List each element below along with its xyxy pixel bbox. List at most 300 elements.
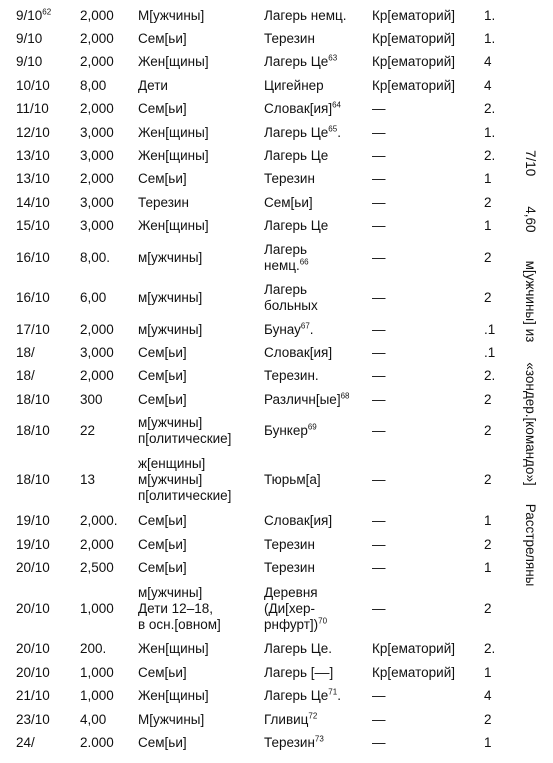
group-cell [138, 341, 264, 364]
place-cell [264, 215, 372, 238]
date-text: 18/10 [16, 391, 50, 407]
group-cell [138, 278, 264, 318]
place-line: Лагерь [264, 281, 308, 297]
place-cell [264, 74, 372, 97]
count-cell: 2,500 [80, 559, 114, 575]
place-line-wrap [264, 258, 372, 274]
group-cell [138, 661, 264, 684]
code-cell: 4 [484, 77, 492, 93]
code-cell: 1 [484, 218, 492, 234]
place-line-wrap [264, 195, 372, 211]
count-cell: 1,000 [80, 600, 114, 616]
side-note-part: м[ужчины] из [523, 260, 538, 343]
place-line: Лагерь немц. [264, 7, 347, 23]
date-cell [16, 580, 80, 638]
place-line-wrap [264, 31, 372, 47]
place-line-wrap [264, 601, 372, 617]
count-cell: 300 [80, 391, 103, 407]
code-cell: 2 [484, 472, 492, 488]
footnote-marker: 66 [299, 257, 309, 267]
group-line: Жен[щины] [138, 54, 209, 70]
place-trailing-mark: . [337, 688, 341, 704]
date-cell [16, 51, 80, 74]
place-cell [264, 98, 372, 121]
group-line: Терезин [138, 194, 189, 210]
group-line: м[ужчины] [138, 415, 203, 431]
place-cell [264, 411, 372, 451]
fate-cell: — [372, 600, 386, 616]
date-cell [16, 411, 80, 451]
date-text: 20/10 [16, 559, 50, 575]
table-row [16, 278, 506, 318]
fate-cell: — [372, 368, 386, 384]
date-cell [16, 661, 80, 684]
group-cell [138, 638, 264, 661]
place-line: Терезин. [264, 368, 319, 384]
group-cell [138, 168, 264, 191]
place-line-wrap [264, 392, 372, 408]
date-text: 14/10 [16, 194, 50, 210]
count-cell: 3,000 [80, 124, 114, 140]
footnote-marker: 72 [308, 711, 318, 720]
fate-cell: — [372, 249, 386, 265]
group-line: Сем[ьи] [138, 101, 187, 117]
count-cell: 8,00. [80, 249, 111, 265]
place-line-wrap [264, 641, 372, 657]
table-row [16, 341, 506, 364]
table-row [16, 121, 506, 144]
date-text: 16/10 [16, 289, 50, 305]
date-cell [16, 509, 80, 532]
fate-cell: Кр[ематорий] [372, 641, 456, 657]
date-text: 11/10 [16, 101, 49, 117]
place-line: Лагерь Це [264, 54, 329, 70]
fate-cell: — [372, 391, 386, 407]
count-cell: 8,00 [80, 77, 107, 93]
table-row [16, 638, 506, 661]
place-line: Словак[ия] [264, 344, 333, 360]
footnote-marker: 62 [42, 7, 52, 17]
group-cell [138, 121, 264, 144]
group-cell [138, 215, 264, 238]
date-text: 9/10 [16, 54, 43, 70]
place-cell [264, 638, 372, 661]
place-cell [264, 684, 372, 707]
table-row [16, 451, 506, 509]
date-text: 16/10 [16, 249, 50, 265]
place-line-wrap [264, 423, 372, 439]
date-text: 10/10 [16, 77, 50, 93]
fate-cell: — [372, 101, 386, 117]
code-cell: 2. [484, 101, 496, 117]
table-row [16, 509, 506, 532]
place-line: Терезин [264, 734, 315, 750]
date-text: 13/10 [16, 171, 50, 187]
place-line: Терезин [264, 559, 315, 575]
count-cell: 2,000 [80, 101, 114, 117]
date-cell [16, 191, 80, 214]
count-cell: 22 [80, 423, 96, 439]
side-note-part: Расстреляны [523, 503, 538, 587]
group-line: Сем[ьи] [138, 664, 187, 680]
date-text: 24/ [16, 734, 35, 750]
group-line: ж[енщины] [138, 456, 206, 472]
group-cell [138, 365, 264, 388]
date-cell [16, 74, 80, 97]
footnote-marker: 65 [328, 124, 338, 134]
place-line: Лагерь Це [264, 124, 329, 140]
date-cell [16, 556, 80, 579]
place-line-wrap [264, 101, 372, 117]
table-row [16, 365, 506, 388]
count-cell: 3,000 [80, 148, 114, 164]
date-text: 20/10 [16, 600, 50, 616]
place-line: Цигейнер [264, 77, 324, 93]
date-cell [16, 318, 80, 341]
date-cell [16, 731, 80, 754]
place-line-wrap [264, 171, 372, 187]
footnote-marker: 64 [332, 100, 341, 110]
fate-cell: — [372, 734, 386, 750]
place-line-wrap [264, 54, 372, 70]
place-cell [264, 533, 372, 556]
date-text: 19/10 [16, 536, 50, 552]
date-text: 18/10 [16, 423, 50, 439]
group-line: м[ужчины] [138, 321, 203, 337]
place-cell [264, 365, 372, 388]
group-line: в осн.[овном] [138, 616, 221, 632]
group-cell [138, 708, 264, 731]
fate-cell: Кр[ематорий] [372, 664, 456, 680]
side-note [514, 150, 544, 610]
side-note-part: 7/10 [523, 150, 538, 177]
group-line: М[ужчины] [138, 7, 205, 23]
count-cell: 2.000 [80, 734, 114, 750]
table-row [16, 318, 506, 341]
fate-cell: — [372, 171, 386, 187]
code-cell: 4 [484, 688, 492, 704]
footnote-marker: 71 [328, 687, 338, 697]
place-line-wrap [264, 282, 372, 298]
place-cell [264, 661, 372, 684]
group-cell [138, 451, 264, 509]
place-line: Словак[ия] [264, 513, 333, 529]
place-trailing-mark: . [309, 321, 314, 337]
count-cell: 13 [80, 472, 96, 488]
count-cell: 2,000 [80, 54, 114, 70]
group-line: Сем[ьи] [138, 368, 187, 384]
place-line: Терезин [264, 536, 315, 552]
group-line: Сем[ьи] [138, 559, 187, 575]
group-line: Сем[ьи] [138, 171, 187, 187]
group-cell [138, 27, 264, 50]
group-line: Жен[щины] [138, 641, 209, 657]
place-line: Деревня [264, 584, 318, 600]
place-line-wrap [264, 298, 372, 314]
date-text: 19/10 [16, 513, 50, 529]
group-line: м[ужчины] [138, 289, 203, 305]
fate-cell: — [372, 536, 386, 552]
group-line: Сем[ьи] [138, 513, 187, 529]
date-text: 18/ [16, 368, 35, 384]
table-row [16, 191, 506, 214]
date-cell [16, 365, 80, 388]
code-cell: 2 [484, 289, 492, 305]
place-cell [264, 580, 372, 638]
fate-cell: Кр[ематорий] [372, 54, 456, 70]
group-line: Дети 12–18, [138, 600, 213, 616]
code-cell: 1 [484, 664, 492, 680]
group-cell [138, 191, 264, 214]
fate-cell: — [372, 148, 386, 164]
date-cell [16, 451, 80, 509]
code-cell: 2. [484, 148, 496, 164]
fate-cell: — [372, 711, 386, 727]
fate-cell: — [372, 513, 386, 529]
table-row [16, 144, 506, 167]
place-line-wrap [264, 345, 372, 361]
date-text: 9/10 [16, 31, 43, 47]
table-row [16, 731, 506, 754]
date-text: 23/10 [16, 711, 50, 727]
table-row [16, 580, 506, 638]
group-line: М[ужчины] [138, 711, 205, 727]
place-line: Тюрьм[а] [264, 472, 321, 488]
place-cell [264, 556, 372, 579]
date-text: 20/10 [16, 641, 50, 657]
side-note-part: 4,60 [523, 206, 538, 233]
group-cell [138, 533, 264, 556]
place-line-wrap [264, 148, 372, 164]
date-text: 12/10 [16, 124, 50, 140]
place-line-wrap [264, 8, 372, 24]
count-cell: 4,00 [80, 711, 107, 727]
place-cell [264, 278, 372, 318]
date-text: 13/10 [16, 148, 50, 164]
ledger-body [16, 4, 506, 755]
group-line: Сем[ьи] [138, 31, 187, 47]
place-line-wrap [264, 472, 372, 488]
place-cell [264, 451, 372, 509]
place-cell [264, 388, 372, 411]
date-text: 18/ [16, 344, 35, 360]
code-cell: 2 [484, 600, 492, 616]
code-cell: 1 [484, 171, 492, 187]
place-cell [264, 238, 372, 278]
place-cell [264, 51, 372, 74]
table-row [16, 215, 506, 238]
code-cell: .1 [484, 321, 496, 337]
code-cell: 2. [484, 368, 496, 384]
date-cell [16, 638, 80, 661]
place-line: Лагерь Це. [264, 641, 333, 657]
group-line: Сем[ьи] [138, 391, 187, 407]
fate-cell: — [372, 344, 386, 360]
place-cell [264, 341, 372, 364]
code-cell: 2 [484, 249, 492, 265]
place-cell [264, 708, 372, 731]
count-cell: 2,000 [80, 31, 114, 47]
footnote-marker: 67 [300, 321, 310, 331]
fate-cell: Кр[ематорий] [372, 7, 456, 23]
group-line: Жен[щины] [138, 218, 209, 234]
code-cell: 1 [484, 513, 492, 529]
date-cell [16, 4, 80, 27]
place-line: Сем[ьи] [264, 194, 313, 210]
place-line-wrap [264, 322, 372, 338]
footnote-marker: 63 [328, 53, 338, 63]
place-line: Бункер [264, 423, 308, 439]
group-cell [138, 74, 264, 97]
table-row [16, 708, 506, 731]
table-row [16, 51, 506, 74]
date-text: 18/10 [16, 472, 50, 488]
place-cell [264, 27, 372, 50]
code-cell: 2. [484, 641, 496, 657]
count-cell: 1,000 [80, 664, 114, 680]
table-row [16, 411, 506, 451]
place-line: Лагерь [264, 241, 308, 257]
count-cell: 2,000 [80, 171, 114, 187]
place-line: больных [264, 297, 318, 313]
fate-cell: — [372, 124, 386, 140]
group-line: Жен[щины] [138, 148, 209, 164]
count-cell: 3,000 [80, 194, 114, 210]
count-cell: 2,000 [80, 321, 114, 337]
date-cell [16, 27, 80, 50]
table-row [16, 98, 506, 121]
date-text: 17/10 [16, 321, 50, 337]
code-cell: 4 [484, 54, 492, 70]
group-cell [138, 4, 264, 27]
code-cell: .1 [484, 344, 496, 360]
fate-cell: Кр[ематорий] [372, 31, 456, 47]
place-cell [264, 191, 372, 214]
group-line: Сем[ьи] [138, 344, 187, 360]
fate-cell: — [372, 472, 386, 488]
count-cell: 2,000. [80, 513, 118, 529]
group-cell [138, 509, 264, 532]
place-trailing-mark: . [337, 124, 341, 140]
place-line-wrap [264, 688, 372, 704]
place-line: Лагерь [––] [264, 664, 334, 680]
footnote-marker: 69 [307, 422, 317, 432]
fate-cell: — [372, 289, 386, 305]
group-cell [138, 556, 264, 579]
place-line-wrap [264, 665, 372, 681]
place-line: Различн[ые] [264, 391, 341, 407]
place-cell [264, 4, 372, 27]
group-cell [138, 731, 264, 754]
group-line: м[ужчины] [138, 584, 203, 600]
group-cell [138, 144, 264, 167]
date-text: 20/10 [16, 664, 50, 680]
group-line: м[ужчины] [138, 472, 203, 488]
table-row [16, 168, 506, 191]
code-cell: 1 [484, 734, 492, 750]
table-row [16, 556, 506, 579]
group-cell [138, 580, 264, 638]
code-cell: 1. [484, 124, 496, 140]
place-cell [264, 509, 372, 532]
place-cell [264, 144, 372, 167]
date-cell [16, 388, 80, 411]
place-line-wrap [264, 537, 372, 553]
count-cell: 200. [80, 641, 107, 657]
place-line: немц. [264, 257, 300, 273]
place-line-wrap [264, 218, 372, 234]
date-cell [16, 98, 80, 121]
count-cell: 3,000 [80, 344, 114, 360]
table-row [16, 533, 506, 556]
table-row [16, 684, 506, 707]
table-row [16, 661, 506, 684]
footnote-marker: 68 [340, 391, 350, 401]
count-cell: 3,000 [80, 218, 114, 234]
date-text: 21/10 [16, 688, 50, 704]
place-cell [264, 121, 372, 144]
fate-cell: — [372, 321, 386, 337]
group-line: м[ужчины] [138, 249, 203, 265]
count-cell: 2,000 [80, 536, 114, 552]
group-line: Дети [138, 77, 168, 93]
table-row [16, 74, 506, 97]
place-line: Гливиц [264, 711, 309, 727]
place-line-wrap [264, 735, 372, 751]
place-line-wrap [264, 125, 372, 141]
place-line: Словак[ия] [264, 101, 333, 117]
date-cell [16, 215, 80, 238]
count-cell: 2,000 [80, 7, 114, 23]
place-line: Лагерь Це [264, 148, 329, 164]
table-row [16, 4, 506, 27]
code-cell: 2 [484, 711, 492, 727]
fate-cell: — [372, 688, 386, 704]
code-cell: 2 [484, 391, 492, 407]
footnote-marker: 73 [314, 734, 324, 744]
group-line: п[олитические] [138, 488, 232, 504]
side-note-text [522, 150, 538, 586]
group-cell [138, 318, 264, 341]
group-cell [138, 411, 264, 451]
place-line: Лагерь Це [264, 688, 329, 704]
place-line-wrap [264, 585, 372, 601]
transport-ledger-table [16, 4, 506, 755]
code-cell: 1. [484, 31, 496, 47]
table-row [16, 27, 506, 50]
group-line: Сем[ьи] [138, 536, 187, 552]
place-line-wrap [264, 78, 372, 94]
date-cell [16, 121, 80, 144]
place-line: Терезин [264, 171, 315, 187]
code-cell: 2 [484, 536, 492, 552]
code-cell: 2 [484, 194, 492, 210]
code-cell: 1. [484, 7, 496, 23]
group-cell [138, 51, 264, 74]
place-line: рнфурт]) [264, 616, 319, 632]
date-cell [16, 341, 80, 364]
code-cell: 2 [484, 423, 492, 439]
place-line-wrap [264, 368, 372, 384]
group-line: Жен[щины] [138, 124, 209, 140]
date-cell [16, 278, 80, 318]
place-cell [264, 731, 372, 754]
group-cell [138, 238, 264, 278]
date-cell [16, 533, 80, 556]
table-row [16, 238, 506, 278]
date-cell [16, 238, 80, 278]
place-cell [264, 168, 372, 191]
